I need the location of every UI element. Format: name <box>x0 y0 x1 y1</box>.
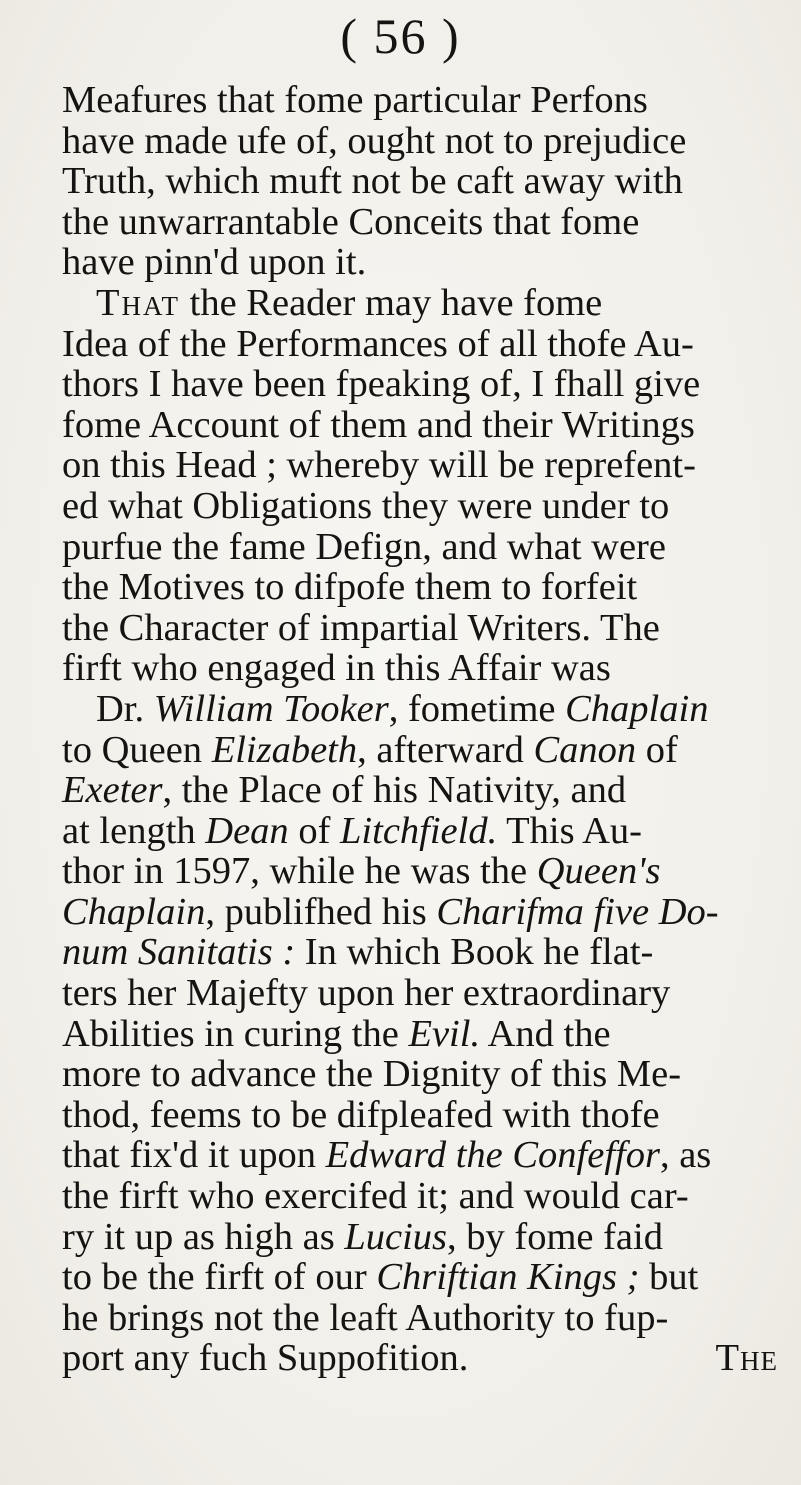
text-segment: to Queen <box>62 728 212 771</box>
text-segment: of <box>288 809 341 852</box>
text-line-28 <box>62 1176 790 1217</box>
italic-name: Lucius <box>344 1215 447 1258</box>
text-line-29 <box>62 1217 790 1258</box>
text-line-12 <box>62 527 790 568</box>
text-segment: , as <box>659 1134 712 1177</box>
text-segment: thod, feems to be difpleafed with thofe <box>62 1093 660 1136</box>
text-segment: , fometime <box>388 687 566 730</box>
text-line-22 <box>62 932 790 973</box>
italic-book-title: Charifma five Do- <box>436 890 719 933</box>
text-line-19 <box>62 811 790 852</box>
text-line-2 <box>62 121 790 162</box>
italic-title: Dean <box>205 809 289 852</box>
text-segment: ry it up as high as <box>62 1215 345 1258</box>
text-segment: ters her Majefty upon her extraordinary <box>62 972 671 1015</box>
text-line-31 <box>62 1298 790 1339</box>
text-segment: firft who engaged in this Affair was <box>62 647 611 690</box>
text-line-1 <box>62 80 790 121</box>
text-line-3 <box>62 161 790 202</box>
body-text <box>62 80 790 1379</box>
text-segment: Idea of the Performances of all thofe Au- <box>62 322 694 365</box>
italic-term: Evil. <box>408 1012 481 1055</box>
text-segment: thors I have been fpeaking of, I fhall give <box>62 363 701 406</box>
text-line-30 <box>62 1257 790 1298</box>
italic-title: Chaplain <box>62 890 206 933</box>
text-segment: thor in 1597, while he was the <box>62 850 537 893</box>
text-line-24 <box>62 1014 790 1055</box>
italic-name: William Tooker <box>153 687 389 730</box>
text-segment: more to advance the Dignity of this Me- <box>62 1053 682 1096</box>
text-segment: to be the firft of our <box>62 1256 377 1299</box>
text-segment: This Au- <box>497 809 642 852</box>
italic-book-title: num Sanitatis : <box>62 931 296 974</box>
text-line-13 <box>62 567 790 608</box>
text-line-23 <box>62 973 790 1014</box>
italic-name: Elizabeth <box>211 728 358 771</box>
text-line-7 <box>62 324 790 365</box>
text-line-32 <box>62 1338 790 1379</box>
text-segment: that fix'd it upon <box>62 1134 326 1177</box>
text-segment: In which Book he flat- <box>295 931 654 974</box>
text-line-21 <box>62 892 790 933</box>
text-segment: , afterward <box>357 728 534 771</box>
text-segment: , publifhed his <box>205 890 437 933</box>
page-number: ( 56 ) <box>340 8 461 64</box>
text-segment: Truth, which muft not be caft away with <box>62 160 683 203</box>
text-segment: , the Place of his Nativity, and <box>162 769 627 812</box>
text-line-18 <box>62 770 790 811</box>
text-line-25 <box>62 1054 790 1095</box>
text-segment: of <box>636 728 678 771</box>
italic-phrase: Chriftian Kings ; <box>376 1256 640 1299</box>
text-line-16 <box>62 689 790 730</box>
text-segment: the firft who exercifed it; and would car- <box>62 1175 689 1218</box>
text-segment: on this Head ; whereby will be reprefent- <box>62 444 696 487</box>
italic-title: Chaplain <box>565 687 709 730</box>
text-line-27 <box>62 1135 790 1176</box>
text-line-8 <box>62 364 790 405</box>
text-segment: but <box>639 1256 699 1299</box>
text-segment: Abilities in curing the <box>62 1012 409 1055</box>
text-line-9 <box>62 405 790 446</box>
text-segment: purfue the fame Defign, and what were <box>62 525 666 568</box>
text-segment: have pinn'd upon it. <box>62 241 367 284</box>
text-line-11 <box>62 486 790 527</box>
small-caps-word: That <box>96 281 181 324</box>
text-segment: the Character of impartial Writers. The <box>62 606 660 649</box>
text-segment: at length <box>62 809 206 852</box>
italic-place: Litchfield. <box>340 809 498 852</box>
text-segment: Meafures that fome particular Perfons <box>62 79 648 121</box>
text-line-10 <box>62 445 790 486</box>
text-segment: Dr. <box>96 687 154 730</box>
text-segment: , by fome faid <box>447 1215 663 1258</box>
text-line-17 <box>62 730 790 771</box>
text-line-5 <box>62 242 790 283</box>
text-line-20 <box>62 851 790 892</box>
italic-name: Edward the Confeffor <box>325 1134 660 1177</box>
italic-title: Canon <box>533 728 637 771</box>
text-segment: have made ufe of, ought not to prejudice <box>62 119 687 162</box>
text-segment: the unwarrantable Conceits that fome <box>62 200 640 243</box>
text-line-15 <box>62 648 790 689</box>
text-line-14 <box>62 608 790 649</box>
italic-title: Queen's <box>536 850 661 893</box>
catchword: The <box>715 1337 778 1380</box>
italic-place: Exeter <box>62 769 163 812</box>
text-segment: he brings not the leaft Authority to fup- <box>62 1296 669 1339</box>
text-line-26 <box>62 1095 790 1136</box>
text-segment: ed what Obligations they were under to <box>62 484 670 527</box>
text-segment: And the <box>480 1012 611 1055</box>
text-line-6 <box>62 283 790 324</box>
text-line-4 <box>62 202 790 243</box>
text-segment: port any fuch Suppofition. <box>62 1337 469 1380</box>
text-segment: the Reader may have fome <box>180 281 603 324</box>
text-segment: fome Account of them and their Writings <box>62 403 695 446</box>
text-segment: the Motives to difpofe them to forfeit <box>62 566 638 609</box>
